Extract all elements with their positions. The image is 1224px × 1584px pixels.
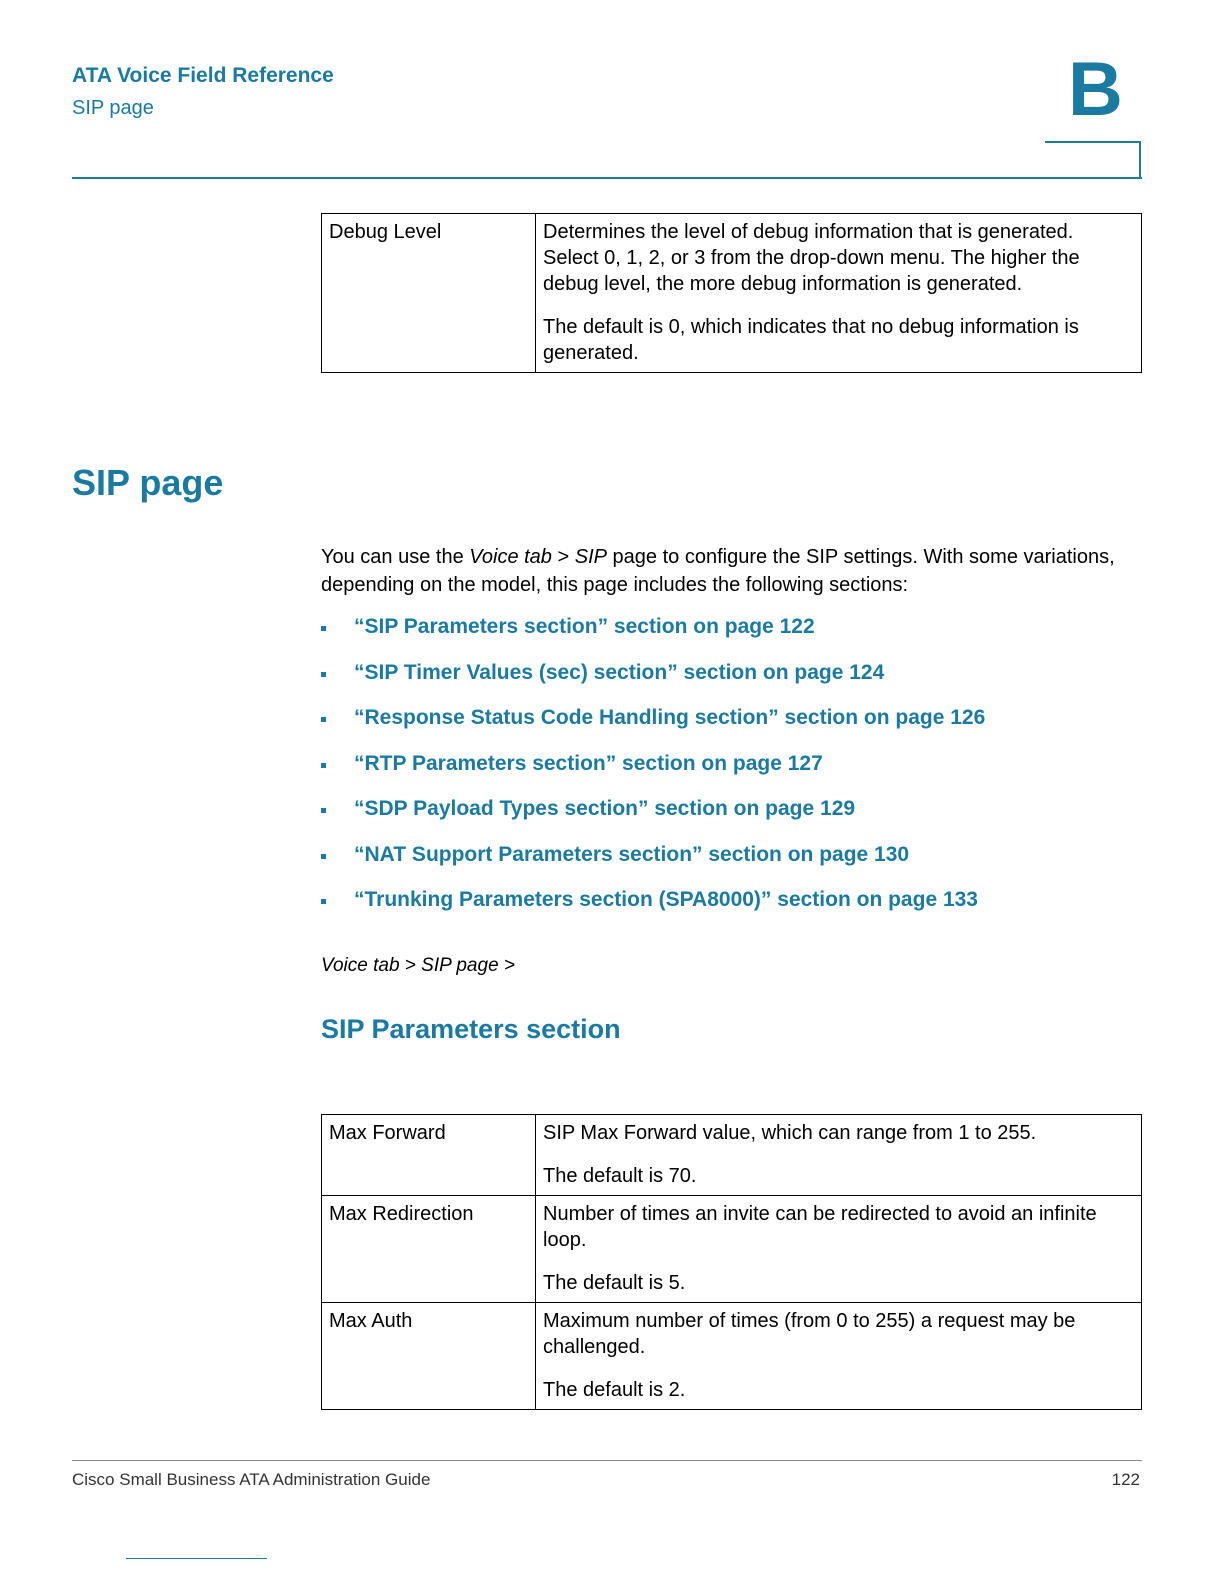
description-paragraph: The default is 2.	[543, 1379, 686, 1401]
field-name: Max Redirection	[322, 1196, 536, 1303]
intro-text: page to configure the SIP settings. With some variations, depending on the model, this page includes the following sections:	[321, 546, 1115, 596]
field-description	[536, 1115, 1142, 1196]
footer-accent-rule	[126, 1558, 267, 1559]
field-name: Debug Level	[322, 214, 536, 373]
description-paragraph: Number of times an invite can be redirected to avoid an infinite loop.	[543, 1203, 1097, 1251]
intro-tab-name: Voice tab	[469, 546, 552, 568]
description-paragraph: Determines the level of debug information that is generated. Select 0, 1, 2, or 3 from the drop-down menu. The higher the debug level, the more debug information is generated.	[543, 221, 1080, 295]
bullet-icon	[321, 899, 326, 904]
intro-text: You can use the	[321, 546, 470, 568]
section-link[interactable]: “SIP Parameters section” section on page 122	[354, 615, 815, 638]
chapter-title: ATA Voice Field Reference	[72, 64, 334, 87]
bullet-icon	[321, 717, 326, 722]
section-heading: SIP Parameters section	[321, 1014, 621, 1044]
sip-parameters-table	[321, 1114, 1142, 1410]
list-item[interactable]	[321, 888, 985, 934]
section-link[interactable]: “Trunking Parameters section (SPA8000)” section on page 133	[354, 888, 978, 911]
description-paragraph: The default is 70.	[543, 1165, 697, 1187]
appendix-letter: B	[1068, 47, 1123, 132]
list-item[interactable]	[321, 661, 985, 707]
section-link[interactable]: “Response Status Code Handling section” section on page 126	[354, 706, 986, 729]
table-row	[322, 1303, 1142, 1410]
section-link[interactable]: “SIP Timer Values (sec) section” section on page 124	[354, 660, 885, 684]
list-item[interactable]	[321, 752, 985, 798]
intro-paragraph	[321, 543, 1131, 599]
description-paragraph: The default is 5.	[543, 1272, 686, 1294]
list-item[interactable]	[321, 797, 985, 843]
breadcrumb: Voice tab > SIP page >	[321, 955, 516, 976]
table-row	[322, 1115, 1142, 1196]
section-link[interactable]: “SDP Payload Types section” section on page 129	[354, 797, 856, 820]
page-number: 122	[1111, 1470, 1140, 1489]
list-item[interactable]	[321, 615, 985, 661]
appendix-tab-box	[1045, 141, 1141, 177]
footer-rule	[72, 1460, 1142, 1461]
page-heading: SIP page	[72, 462, 224, 503]
section-subtitle: SIP page	[72, 97, 154, 119]
bullet-icon	[321, 808, 326, 813]
field-name: Max Forward	[322, 1115, 536, 1196]
intro-text: >	[551, 546, 575, 568]
field-description	[536, 214, 1142, 373]
section-links	[321, 615, 985, 934]
field-description	[536, 1196, 1142, 1303]
intro-page-name: SIP	[574, 546, 607, 568]
bullet-icon	[321, 626, 326, 631]
field-description	[536, 1303, 1142, 1410]
bullet-icon	[321, 672, 326, 677]
description-paragraph: SIP Max Forward value, which can range from 1 to 255.	[543, 1122, 1037, 1144]
field-name: Max Auth	[322, 1303, 536, 1410]
list-item[interactable]	[321, 706, 985, 752]
debug-table	[321, 213, 1142, 373]
description-paragraph: Maximum number of times (from 0 to 255) a request may be challenged.	[543, 1310, 1076, 1358]
bullet-icon	[321, 854, 326, 859]
description-paragraph: The default is 0, which indicates that no debug information is generated.	[543, 316, 1079, 364]
section-link[interactable]: “RTP Parameters section” section on page 127	[354, 751, 823, 775]
header-rule	[72, 177, 1142, 179]
bullet-icon	[321, 763, 326, 768]
footer-guide-title: Cisco Small Business ATA Administration Guide	[72, 1470, 431, 1489]
table-row	[322, 214, 1142, 373]
table-row	[322, 1196, 1142, 1303]
list-item[interactable]	[321, 843, 985, 889]
section-link[interactable]: “NAT Support Parameters section” section on page 130	[354, 842, 910, 866]
